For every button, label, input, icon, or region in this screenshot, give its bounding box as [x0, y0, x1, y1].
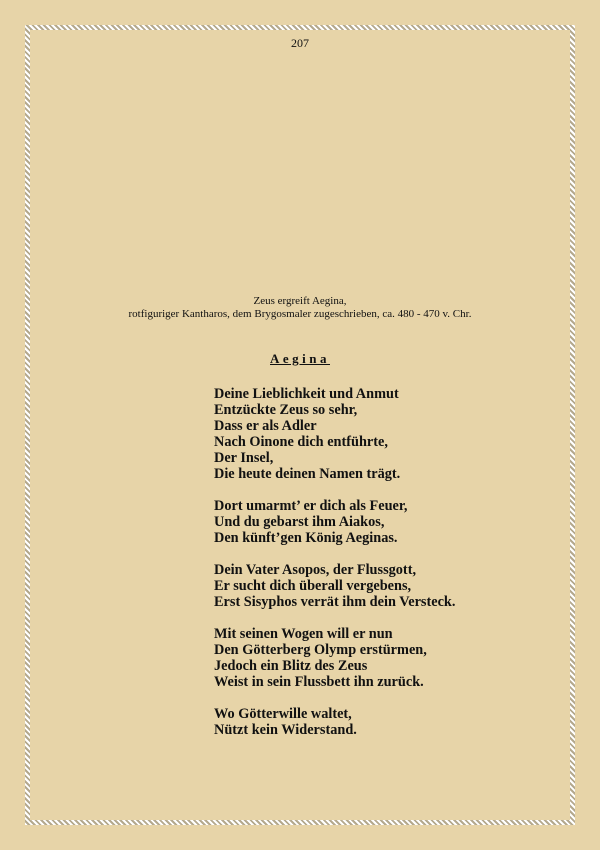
- poem-line: Den künft’gen König Aeginas.: [214, 530, 398, 546]
- stanza-5: [214, 706, 455, 738]
- poem-line: Der Insel,: [214, 450, 274, 466]
- poem-body: [214, 386, 455, 754]
- poem-line: Nützt kein Widerstand.: [214, 722, 357, 738]
- caption-line-1: Zeus ergreift Aegina,: [253, 295, 347, 307]
- poem-title: Aegina: [270, 351, 330, 366]
- poem-line: Den Götterberg Olymp erstürmen,: [214, 642, 427, 658]
- page-number: 207: [291, 36, 309, 50]
- poem-line: Mit seinen Wogen will er nun: [214, 626, 393, 642]
- poem-line: Und du gebarst ihm Aiakos,: [214, 514, 385, 530]
- stanza-4: [214, 626, 455, 690]
- poem-line: Erst Sisyphos verrät ihm dein Versteck.: [214, 594, 456, 610]
- image-caption: [0, 295, 600, 321]
- poem-line: Dort umarmt’ er dich als Feuer,: [214, 498, 408, 514]
- poem-line: Jedoch ein Blitz des Zeus: [214, 658, 368, 674]
- poem-line: Deine Lieblichkeit und Anmut: [214, 386, 399, 402]
- poem-line: Dass er als Adler: [214, 418, 317, 434]
- poem-line: Dein Vater Asopos, der Flussgott,: [214, 562, 417, 578]
- stanza-1: [214, 386, 455, 482]
- poem-line: Weist in sein Flussbett ihn zurück.: [214, 674, 424, 690]
- poem-line: Wo Götterwille waltet,: [214, 706, 352, 722]
- caption-line-2: rotfiguriger Kantharos, dem Brygosmaler zugeschrieben, ca. 480 - 470 v. Chr.: [128, 308, 472, 320]
- poem-line: Nach Oinone dich entführte,: [214, 434, 388, 450]
- poem-line: Entzückte Zeus so sehr,: [214, 402, 358, 418]
- poem-line: Die heute deinen Namen trägt.: [214, 466, 401, 482]
- stanza-2: [214, 498, 455, 546]
- poem-line: Er sucht dich überall vergebens,: [214, 578, 412, 594]
- stanza-3: [214, 562, 455, 610]
